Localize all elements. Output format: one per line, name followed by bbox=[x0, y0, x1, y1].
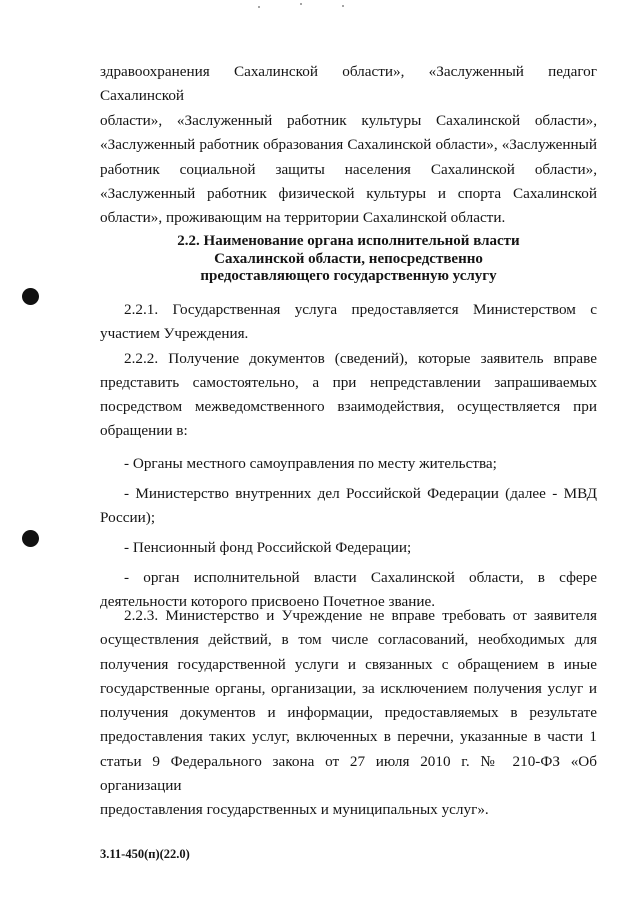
list-item-continuation: России); bbox=[100, 509, 156, 526]
punch-hole bbox=[22, 288, 39, 305]
text-line: статьи 9 Федерального закона от 27 июля 2010 г. № 210-ФЗ «Об организации bbox=[100, 752, 597, 795]
text-line: представить самостоятельно, а при непредставлении запрашиваемых bbox=[100, 374, 597, 391]
text-line: получения документов и информации, предоставляемых в результате bbox=[100, 704, 597, 722]
paragraph-2-2-3 bbox=[100, 604, 597, 823]
text-line: участием Учреждения. bbox=[100, 325, 249, 342]
list-item-continuation: деятельности которого присвоено Почетное звание. bbox=[100, 593, 436, 610]
heading-line: 2.2. Наименование органа исполнительной власти bbox=[177, 233, 520, 249]
paragraph-2-2-1 bbox=[100, 298, 597, 346]
text-line: области», проживающим на территории Сахалинской области. bbox=[100, 209, 506, 227]
text-line: осуществления действий, в том числе согласований, необходимых для bbox=[100, 631, 597, 649]
text-line: 2.2.2. Получение документов (сведений), которые заявитель вправе bbox=[124, 350, 597, 367]
heading-line: Сахалинской области, непосредственно bbox=[214, 250, 483, 267]
intro-paragraph bbox=[100, 60, 597, 231]
scan-speck bbox=[342, 5, 344, 7]
agency-list bbox=[100, 452, 597, 614]
text-line: посредством межведомственного взаимодействия, осуществляется при bbox=[100, 398, 597, 415]
list-item: - Министерство внутренних дел Российской Федерации (далее - МВД bbox=[124, 485, 597, 502]
text-line: 2.2.1. Государственная услуга предоставляется Министерством с bbox=[124, 301, 597, 318]
text-line: «Заслуженный работник физической культуры и спорта Сахалинской bbox=[100, 185, 597, 203]
text-line: 2.2.3. Министерство и Учреждение не вправе требовать от заявителя bbox=[124, 607, 597, 624]
punch-hole bbox=[22, 530, 39, 547]
scan-speck bbox=[258, 6, 260, 8]
text-line: получения государственной услуги и связанных с обращением в иные bbox=[100, 655, 597, 673]
text-line: предоставления государственных и муниципальных услуг». bbox=[100, 801, 489, 819]
paragraph-2-2-2 bbox=[100, 347, 597, 443]
text-line: обращении в: bbox=[100, 422, 188, 439]
scan-speck bbox=[300, 3, 302, 5]
list-item: - Пенсионный фонд Российской Федерации; bbox=[124, 539, 412, 556]
heading-line: предоставляющего государственную услугу bbox=[200, 268, 497, 284]
text-line: государственные органы, организации, за исключением получения услуг и bbox=[100, 679, 597, 697]
text-line: «Заслуженный работник образования Сахалинской области», «Заслуженный bbox=[100, 136, 597, 154]
text-line: предоставления таких услуг, включенных в перечни, указанные в части 1 bbox=[100, 728, 597, 746]
document-code: 3.11-450(п)(22.0) bbox=[100, 847, 190, 861]
text-line: области», «Заслуженный работник культуры Сахалинской области», bbox=[100, 111, 597, 129]
text-line: здравоохранения Сахалинской области», «Заслуженный педагог Сахалинской bbox=[100, 63, 597, 105]
list-item: - Органы местного самоуправления по месту жительства; bbox=[124, 455, 497, 472]
section-heading bbox=[100, 233, 597, 286]
list-item: - орган исполнительной власти Сахалинской области, в сфере bbox=[124, 569, 597, 586]
text-line: работник социальной защиты населения Сахалинской области», bbox=[100, 160, 597, 178]
